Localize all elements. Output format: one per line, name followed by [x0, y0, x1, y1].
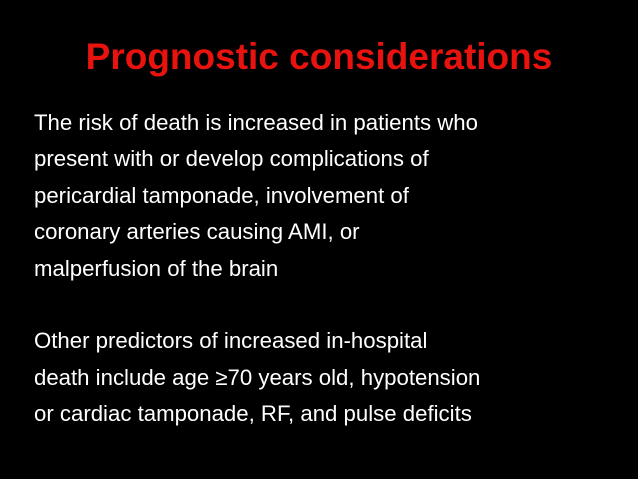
body-line: malperfusion of the brain — [34, 255, 279, 281]
body-line: present with or develop complications of — [34, 146, 429, 172]
slide-title: Prognostic considerations — [85, 36, 553, 77]
body-line: The risk of death is increased in patients who — [34, 110, 478, 135]
body-line: coronary arteries causing AMI, or — [34, 219, 360, 245]
paragraph-risk-of-death — [34, 105, 634, 287]
slide-body — [34, 105, 634, 433]
paragraph-other-predictors — [34, 323, 634, 432]
paragraph-spacer — [34, 287, 634, 323]
body-line: pericardial tamponade, involvement of — [34, 182, 409, 208]
body-line: or cardiac tamponade, RF, and pulse deficits — [34, 401, 472, 427]
body-line: death include age ≥70 years old, hypotension — [34, 364, 481, 390]
body-line: Other predictors of increased in-hospital — [34, 328, 428, 354]
